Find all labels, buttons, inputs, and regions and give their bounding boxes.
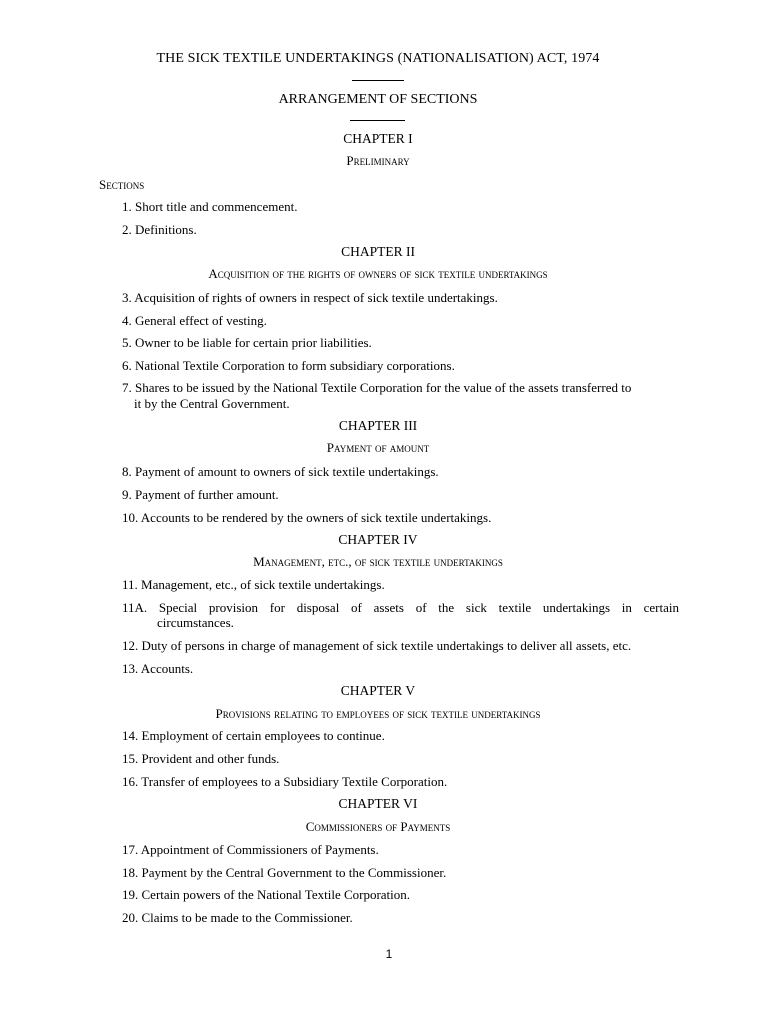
chapter-4-heading: Management, etc., of sick textile undertakings <box>253 554 503 569</box>
section-item: 13. Accounts. <box>122 661 194 676</box>
section-item: 11. Management, etc., of sick textile undertakings. <box>122 577 385 592</box>
chapter-6-label: CHAPTER VI <box>338 796 418 811</box>
title-rule <box>352 80 404 81</box>
page-number: 1 <box>385 947 393 961</box>
arrangement-heading: ARRANGEMENT OF SECTIONS <box>278 92 478 107</box>
chapter-5-label: CHAPTER V <box>340 683 416 698</box>
section-item-continuation: circumstances. <box>157 615 234 630</box>
chapter-1-label: CHAPTER I <box>343 131 413 146</box>
section-item: 20. Claims to be made to the Commissioner. <box>122 910 353 925</box>
section-item: 12. Duty of persons in charge of management of sick textile undertakings to deliver all assets, etc. <box>122 638 632 653</box>
section-item: 1. Short title and commencement. <box>122 199 298 214</box>
section-item: 15. Provident and other funds. <box>122 751 280 766</box>
section-item: 2. Definitions. <box>122 222 197 237</box>
section-item: 16. Transfer of employees to a Subsidiary Textile Corporation. <box>122 774 448 789</box>
chapter-6-heading: Commissioners of Payments <box>305 819 451 834</box>
section-item: 4. General effect of vesting. <box>122 313 267 328</box>
section-item-continuation: it by the Central Government. <box>134 396 290 411</box>
section-item: 14. Employment of certain employees to continue. <box>122 728 385 743</box>
sections-label: Sections <box>99 177 145 192</box>
section-item: 6. National Textile Corporation to form subsidiary corporations. <box>122 358 455 373</box>
chapter-1-heading: Preliminary <box>346 153 410 168</box>
section-item: 11A. Special provision for disposal of assets of the sick textile undertakings in certain <box>122 600 679 615</box>
chapter-3-label: CHAPTER III <box>338 418 418 433</box>
chapter-4-label: CHAPTER IV <box>338 532 418 547</box>
act-title: THE SICK TEXTILE UNDERTAKINGS (NATIONALISATION) ACT, 1974 <box>156 51 600 66</box>
chapter-2-label: CHAPTER II <box>341 244 415 259</box>
section-item: 8. Payment of amount to owners of sick textile undertakings. <box>122 464 439 479</box>
chapter-2-heading: Acquisition of the rights of owners of sick textile undertakings <box>208 266 548 281</box>
section-item: 10. Accounts to be rendered by the owners of sick textile undertakings. <box>122 510 492 525</box>
section-item: 7. Shares to be issued by the National Textile Corporation for the value of the assets transferred to <box>122 380 632 395</box>
chapter-5-heading: Provisions relating to employees of sick textile undertakings <box>215 706 541 721</box>
section-item: 17. Appointment of Commissioners of Payments. <box>122 842 379 857</box>
arrangement-rule <box>350 120 405 121</box>
section-item: 5. Owner to be liable for certain prior liabilities. <box>122 335 372 350</box>
chapter-3-heading: Payment of amount <box>326 440 430 455</box>
section-item: 9. Payment of further amount. <box>122 487 279 502</box>
section-item: 19. Certain powers of the National Textile Corporation. <box>122 887 411 902</box>
section-item: 3. Acquisition of rights of owners in respect of sick textile undertakings. <box>122 290 498 305</box>
section-item: 18. Payment by the Central Government to the Commissioner. <box>122 865 447 880</box>
